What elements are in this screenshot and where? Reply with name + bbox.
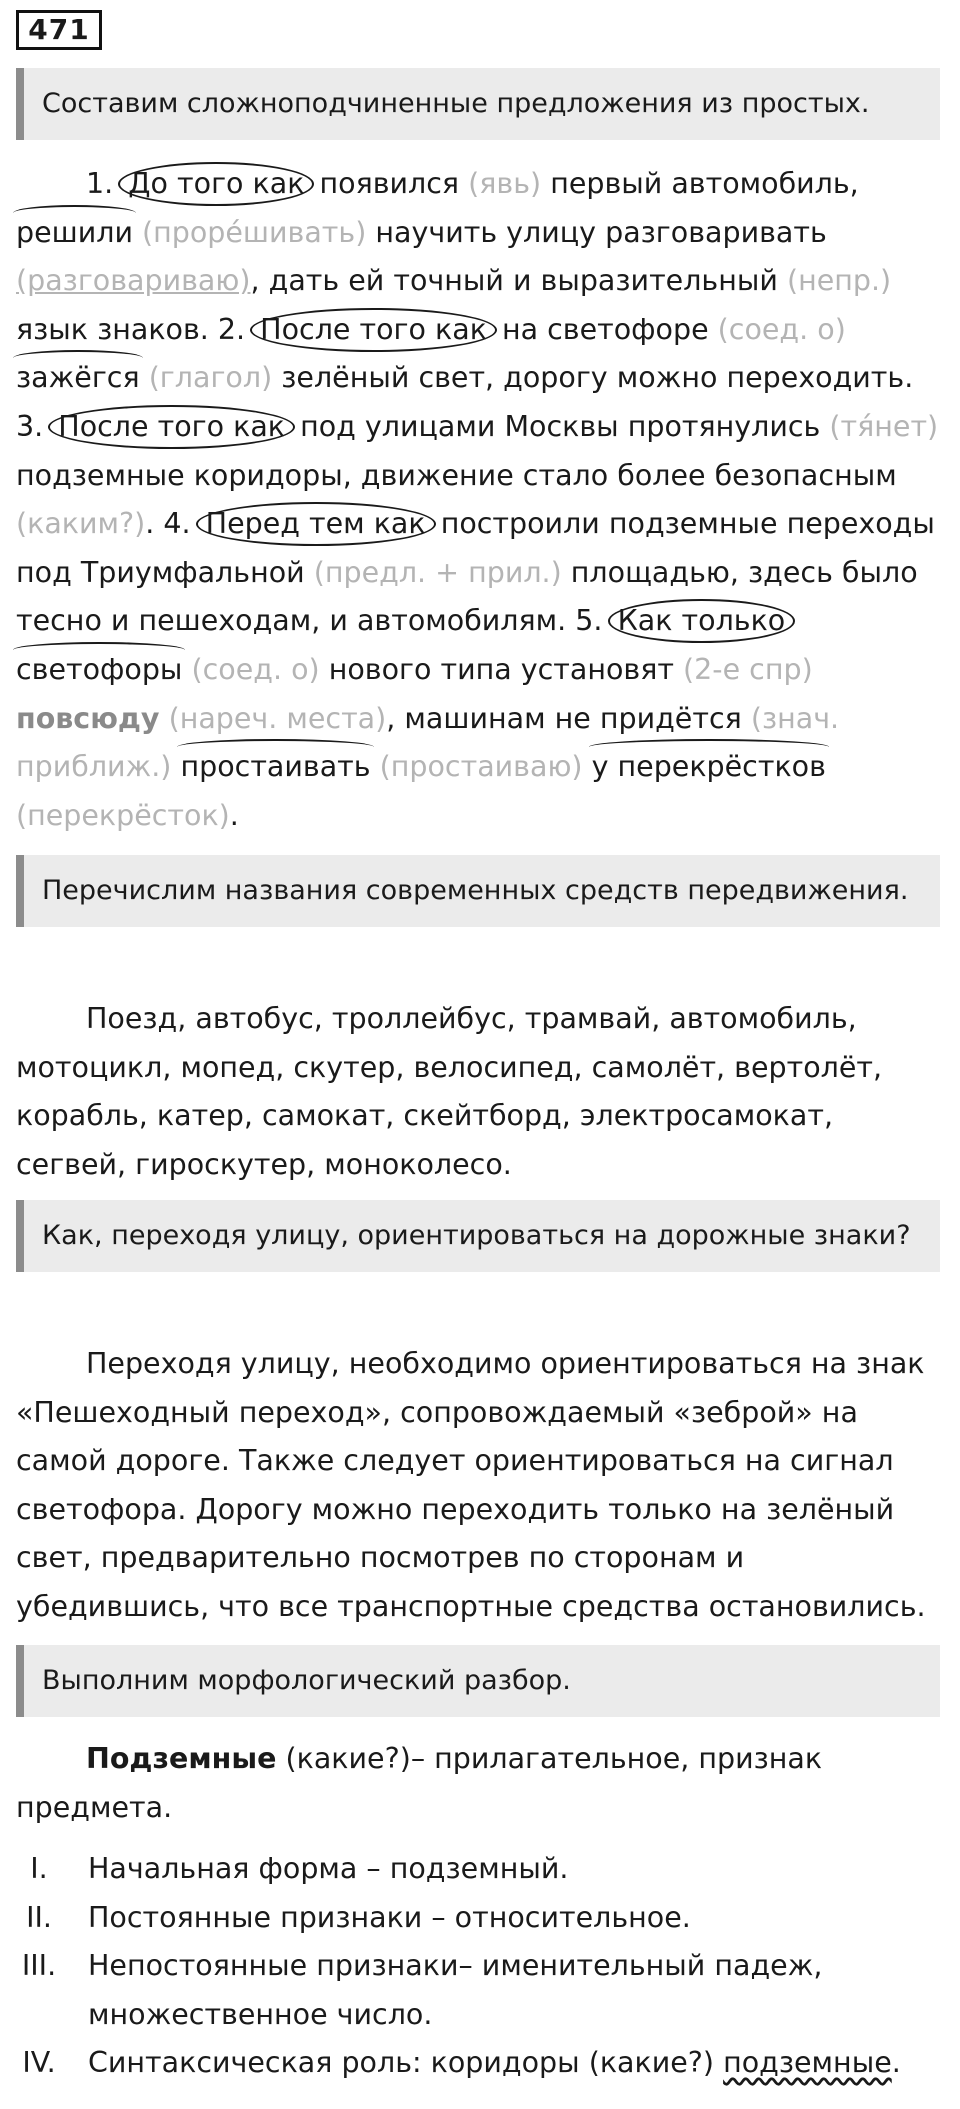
gray-note: (соед. о) [717,312,846,346]
gray-note: (разговариваю) [16,264,251,298]
word-with-root-arc: светофоры [16,646,182,695]
answer-1-text [16,160,946,840]
sentence-number: 3. [16,409,44,443]
word: первый автомобиль, [550,167,859,200]
word: , машинам не придётся [386,701,742,735]
exercise-number: 471 [16,10,102,50]
punctuation: . [145,507,155,541]
gray-note: (каким?) [16,507,146,541]
word-prefix-marked: повсюду [16,701,160,735]
word: площадью, здесь было тесно и пешеходам, и автомобилям. [16,555,918,638]
gray-note: (предл. + прил.) [313,555,562,589]
task-1-heading: Составим сложноподчиненные предложения из простых. [16,68,940,140]
conjunction-circled: До того как [118,162,314,206]
morph-list [0,1845,950,2088]
list-number: IV. [22,2046,56,2080]
conjunction-circled: Перед тем как [196,502,436,546]
list-item-text: Постоянные признаки – относительное. [88,1900,691,1934]
gray-note: (простаиваю) [379,750,583,784]
conjunction-circled: Как только [608,599,796,643]
answer-2-body: Поезд, автобус, троллейбус, трамвай, автомобиль, мотоцикл, мопед, скутер, велосипед, самолёт, вертолёт, корабль, катер, самокат, скейтборд, электросамокат, сегвей, гироскутер, моноколесо. [16,1002,883,1181]
list-item-text: Начальная форма – подземный. [88,1852,569,1885]
word: появился [319,167,460,200]
list-item-text: Синтаксическая роль: коридоры (какие?) [88,2046,715,2080]
punctuation: . [229,798,239,832]
word: научить улицу разговаривать [375,215,827,249]
task-4-heading: Выполним морфологический разбор. [16,1645,940,1717]
task-2-heading: Перечислим названия современных средств передвижения. [16,855,940,927]
list-number: I. [30,1852,48,1885]
conjunction-circled: После того как [250,308,497,352]
word: язык знаков. [16,312,209,346]
word: на светофоре [501,312,709,346]
answer-3-text [16,1340,946,1632]
list-item-text: Непостоянные признаки– именительный падеж, множественное число. [88,1949,823,2031]
list-number: III. [21,1949,57,1983]
answer-3-body: Переходя улицу, необходимо ориентироваться на знак «Пешеходный переход», сопровождаемый «зеброй» на самой дороге. Также следует ориентироваться на сигнал светофора. Дорогу можно переходить только на зелёный свет, предварительно посмотрев по сторонам и убедившись, что все транспортные средства остановились. [16,1347,926,1623]
sentence-number: 4. [163,507,191,541]
gray-note: (перекрёсток) [16,798,230,832]
gray-note: (соед. о) [191,652,320,686]
word-with-root-arc: зажёгся [16,354,140,403]
word: зелёный свет, дорогу можно переходить. [281,361,914,395]
task-3-heading: Как, переходя улицу, ориентироваться на дорожные знаки? [16,1200,940,1272]
word-with-root-arc: простаивать [180,743,370,792]
gray-note: (знач. приближ.) [16,701,840,784]
answer-2-text [16,995,946,1189]
wavy-underlined-word: подземные [723,2046,892,2080]
gray-note: (прорéшивать) [142,215,367,249]
word-with-root-arc: решили [16,209,133,258]
gray-note: (тя́нет) [829,409,939,443]
gray-note: (явь) [468,167,542,200]
sentence-number: 5. [575,604,603,638]
gray-note: (непр.) [786,264,892,298]
word: , дать ей точный и выразительный [250,264,778,298]
list-item [0,2039,950,2088]
gray-note: (глагол) [148,361,273,395]
sentence-number: 1. [86,167,114,200]
gray-note: (нареч. места) [168,701,387,735]
conjunction-circled: После того как [48,405,295,449]
list-number: II. [26,1900,52,1934]
list-item [0,1894,950,1943]
word-with-root-arc: у перекрёстков [592,743,826,792]
morph-intro [16,1735,946,1832]
analyzed-word: Подземные [86,1742,277,1775]
word: нового типа установят [328,652,674,686]
punctuation: . [891,2046,901,2080]
word: подземные коридоры, движение стало более безопасным [16,458,897,492]
morph-intro-text: (какие?)– прилагательное, признак предмета. [16,1742,823,1824]
word: под улицами Москвы протянулись [300,409,821,443]
word: построили подземные переходы под Триумфальной [16,507,935,589]
list-item [0,1845,950,1894]
list-item [0,1942,950,2039]
sentence-number: 2. [217,312,246,346]
gray-note: (2-е спр) [683,652,813,686]
